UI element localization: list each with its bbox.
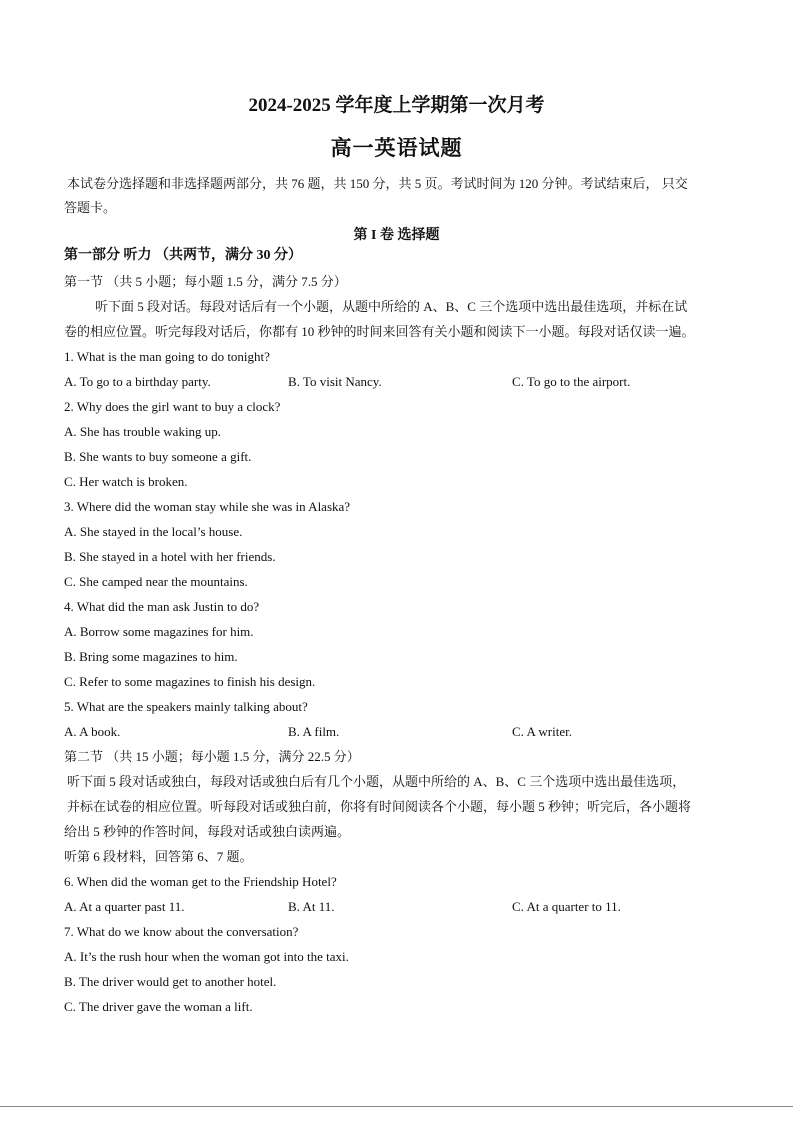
option-a: A. She stayed in the local’s house.	[64, 524, 243, 539]
option-c: C. To go to the airport.	[512, 374, 631, 389]
part1-heading: 第一部分 听力 （共两节，满分 30 分）	[64, 248, 302, 263]
section2-heading: 第二节 （共 15 小题；每小题 1.5 分，满分 22.5 分）	[64, 749, 360, 764]
exam-subtitle: 高一英语试题	[330, 136, 463, 160]
intro-line-1: 本试卷分选择题和非选择题两部分，共 76 题，共 150 分，共 5 页。考试时间为 120 分钟。考试结束后， 只交	[67, 176, 688, 191]
option-a: A. It’s the rush hour when the woman got into the taxi.	[64, 949, 349, 964]
option-a: A. At a quarter past 11.	[64, 899, 185, 914]
option-c: C. A writer.	[512, 724, 572, 739]
question-stem: 3. Where did the woman stay while she was in Alaska?	[64, 499, 351, 514]
section2-instruction-3: 给出 5 秒钟的作答时间，每段对话或独白读两遍。	[64, 824, 351, 839]
option-b: B. Bring some magazines to him.	[64, 649, 238, 664]
option-b: B. To visit Nancy.	[288, 374, 382, 389]
option-a: A. Borrow some magazines for him.	[64, 624, 254, 639]
option-b: B. At 11.	[288, 899, 335, 914]
question-stem: 4. What did the man ask Justin to do?	[64, 599, 260, 614]
question-stem: 2. Why does the girl want to buy a clock?	[64, 399, 281, 414]
option-b: B. She stayed in a hotel with her friends.	[64, 549, 276, 564]
option-c: C. Her watch is broken.	[64, 474, 188, 489]
page-bottom-divider	[0, 1106, 793, 1107]
volume-heading: 第 I 卷 选择题	[353, 228, 440, 243]
option-a: A. A book.	[64, 724, 121, 739]
option-a: A. She has trouble waking up.	[64, 424, 222, 439]
option-b: B. The driver would get to another hotel.	[64, 974, 277, 989]
option-c: C. She camped near the mountains.	[64, 574, 248, 589]
option-c: C. Refer to some magazines to finish his design.	[64, 674, 316, 689]
section2-instruction-2: 并标在试卷的相应位置。听每段对话或独白前，你将有时间阅读各个小题，每小题 5 秒钟；听完后，各小题将	[67, 799, 692, 814]
option-a: A. To go to a birthday party.	[64, 374, 211, 389]
question-stem: 1. What is the man going to do tonight?	[64, 349, 270, 364]
option-b: B. She wants to buy someone a gift.	[64, 449, 252, 464]
option-c: C. At a quarter to 11.	[512, 899, 621, 914]
question-stem: 7. What do we know about the conversation?	[64, 924, 299, 939]
question-stem: 5. What are the speakers mainly talking about?	[64, 699, 308, 714]
section2-instruction-1: 听下面 5 段对话或独白，每段对话或独白后有几个小题，从题中所给的 A、B、C 三个选项中选出最佳选项，	[67, 774, 686, 789]
exam-title: 2024-2025 学年度上学期第一次月考	[248, 95, 545, 116]
section1-heading: 第一节 （共 5 小题；每小题 1.5 分，满分 7.5 分）	[64, 274, 347, 289]
material-6-note: 听第 6 段材料，回答第 6、7 题。	[64, 849, 253, 864]
section1-instruction-2: 卷的相应位置。听完每段对话后，你都有 10 秒钟的时间来回答有关小题和阅读下一小题。每段对话仅读一遍。	[64, 324, 695, 339]
intro-line-2: 答题卡。	[64, 200, 117, 215]
option-b: B. A film.	[288, 724, 340, 739]
option-c: C. The driver gave the woman a lift.	[64, 999, 253, 1014]
question-stem: 6. When did the woman get to the Friendship Hotel?	[64, 874, 337, 889]
section1-instruction-1: 听下面 5 段对话。每段对话后有一个小题，从题中所给的 A、B、C 三个选项中选出最佳选项，并标在试	[95, 299, 688, 314]
